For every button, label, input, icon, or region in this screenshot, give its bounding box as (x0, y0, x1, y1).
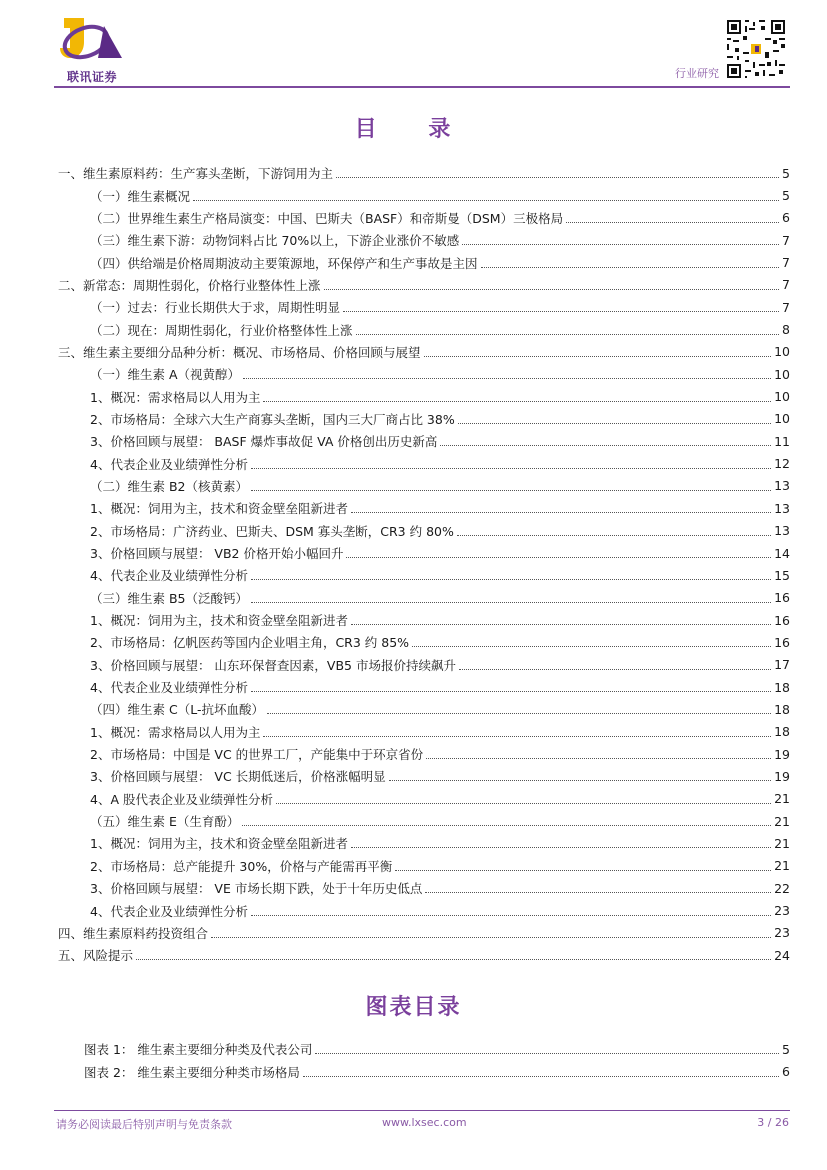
figure-entry-label: 图表 2： 维生素主要细分种类市场格局 (84, 1064, 300, 1080)
toc-entry-label: （一）维生素 A（视黄醇） (90, 367, 241, 383)
dot-leader (251, 601, 771, 603)
dot-leader (351, 623, 771, 625)
dot-leader (303, 1075, 779, 1077)
toc-entry[interactable] (58, 810, 790, 832)
toc-entry[interactable] (58, 385, 790, 407)
logo-text: 联讯证券 (66, 70, 117, 84)
toc-entry-label: （四）供给端是价格周期波动主要策源地，环保停产和生产事故是主因 (90, 255, 478, 271)
toc-entry-page: 13 (774, 500, 790, 516)
toc-entry-page: 23 (774, 925, 790, 941)
toc-entry[interactable] (58, 542, 790, 564)
toc-entry[interactable] (58, 944, 790, 966)
figure-entry-page: 6 (782, 1064, 790, 1080)
toc-entry[interactable] (58, 855, 790, 877)
toc-entry-label: 2、市场格局：中国是 VC 的世界工厂，产能集中于环京省份 (90, 747, 424, 763)
toc-entry-label: 1、概况：需求格局以人用为主 (90, 389, 261, 405)
toc-entry-page: 10 (774, 389, 790, 405)
toc-entry-label: 4、代表企业及业绩弹性分析 (90, 680, 248, 696)
dot-leader (136, 958, 771, 960)
toc-entry-label: 1、概况：需求格局以人用为主 (90, 724, 261, 740)
toc-entry[interactable] (58, 743, 790, 765)
dot-leader (351, 846, 771, 848)
toc-entry[interactable] (58, 341, 790, 363)
toc-entry-page: 16 (774, 612, 790, 628)
toc-entry-label: 2、市场格局：广济药业、巴斯夫、DSM 寡头垄断，CR3 约 80% (90, 523, 454, 539)
page-header (0, 0, 827, 92)
toc-entry-page: 15 (774, 567, 790, 583)
toc-entry-label: 3、价格回顾与展望： VB2 价格开始小幅回升 (90, 546, 344, 562)
toc-title: 目 录 (354, 117, 473, 142)
dot-leader (426, 757, 771, 759)
dot-leader (389, 779, 771, 781)
toc-entry-page: 21 (774, 858, 790, 874)
header-divider (54, 86, 790, 88)
toc-entry[interactable] (58, 654, 790, 676)
dot-leader (324, 288, 780, 290)
figure-index (84, 1038, 790, 1083)
toc-entry-page: 18 (774, 679, 790, 695)
toc-entry-page: 7 (782, 299, 790, 315)
figure-entry[interactable] (84, 1060, 790, 1082)
toc-entry-page: 17 (774, 657, 790, 673)
toc-entry-page: 13 (774, 523, 790, 539)
toc-entry[interactable] (58, 251, 790, 273)
toc-entry-page: 21 (774, 813, 790, 829)
toc-entry[interactable] (58, 564, 790, 586)
toc-entry[interactable] (58, 609, 790, 631)
toc-entry-page: 21 (774, 835, 790, 851)
dot-leader (351, 511, 771, 513)
company-logo (56, 12, 128, 82)
toc-entry-page: 8 (782, 322, 790, 338)
toc-entry-label: 2、市场格局：全球六大生产商寡头垄断，国内三大厂商占比 38% (90, 411, 455, 427)
toc-entry[interactable] (58, 765, 790, 787)
toc-entry-page: 21 (774, 791, 790, 807)
toc-entry-label: 2、市场格局：总产能提升 30%，价格与产能需再平衡 (90, 858, 393, 874)
toc-entry-label: （二）世界维生素生产格局演变：中国、巴斯夫（BASF）和帝斯曼（DSM）三极格局 (90, 210, 564, 226)
toc-entry-label: （三）维生素 B5（泛酸钙） (90, 590, 249, 606)
dot-leader (412, 645, 771, 647)
toc-entry-label: （三）维生素下游：动物饲料占比 70%以上，下游企业涨价不敏感 (90, 233, 460, 249)
toc-entry-page: 16 (774, 634, 790, 650)
toc-entry-label: 1、概况：饲用为主，技术和资金壁垒阻新进者 (90, 836, 348, 852)
toc-entry[interactable] (58, 452, 790, 474)
toc-entry[interactable] (58, 162, 790, 184)
toc-entry[interactable] (58, 475, 790, 497)
toc-entry-page: 6 (782, 210, 790, 226)
footer-page-number: 3 / 26 (757, 1116, 789, 1129)
footer-disclaimer-link[interactable]: 请务必阅读最后特别声明与免责条款 (56, 1118, 232, 1131)
toc-entry-page: 7 (782, 255, 790, 271)
dot-leader (336, 176, 779, 178)
toc-entry-page: 10 (774, 411, 790, 427)
toc-entry-label: （一）过去：行业长期供大于求，周期性明显 (90, 300, 341, 316)
dot-leader (251, 467, 771, 469)
toc-entry-label: 4、代表企业及业绩弹性分析 (90, 903, 248, 919)
dot-leader (193, 199, 779, 201)
toc-entry[interactable] (58, 408, 790, 430)
dot-leader (457, 534, 771, 536)
toc-entry[interactable] (58, 497, 790, 519)
toc-entry-label: （二）现在：周期性弱化，行业价格整体性上涨 (90, 322, 353, 338)
dot-leader (459, 668, 771, 670)
toc-entry[interactable] (58, 184, 790, 206)
toc-entry-label: （一）维生素概况 (90, 188, 191, 204)
dot-leader (343, 310, 779, 312)
dot-leader (566, 221, 779, 223)
toc-entry[interactable] (58, 520, 790, 542)
toc-entry-label: 4、代表企业及业绩弹性分析 (90, 456, 248, 472)
dot-leader (458, 422, 771, 424)
toc-entry-label: 4、A 股代表企业及业绩弹性分析 (90, 791, 273, 807)
toc-entry-page: 5 (782, 188, 790, 204)
toc-entry-label: 1、概况：饲用为主，技术和资金壁垒阻新进者 (90, 613, 348, 629)
dot-leader (481, 266, 780, 268)
figure-entry[interactable] (84, 1038, 790, 1060)
toc-entry[interactable] (58, 318, 790, 340)
figure-entry-label: 图表 1： 维生素主要细分种类及代表公司 (84, 1042, 313, 1058)
toc-entry-label: 3、价格回顾与展望： BASF 爆炸事故促 VA 价格创出历史新高 (90, 434, 438, 450)
toc-entry-label: （二）维生素 B2（核黄素） (90, 478, 249, 494)
toc-entry-page: 10 (774, 366, 790, 382)
toc-entry-page: 7 (782, 277, 790, 293)
toc-entry-label: 五、风险提示 (58, 948, 134, 964)
toc-entry[interactable] (58, 922, 790, 944)
toc-entry-label: （五）维生素 E（生育酚） (90, 814, 240, 830)
toc-entry[interactable] (58, 296, 790, 318)
toc-entry[interactable] (58, 676, 790, 698)
toc-entry-page: 18 (774, 701, 790, 717)
dot-leader (263, 400, 771, 402)
toc-entry-label: 3、价格回顾与展望： 山东环保督查因素，VB5 市场报价持续飙升 (90, 657, 456, 673)
toc-entry[interactable] (58, 899, 790, 921)
dot-leader (251, 914, 771, 916)
toc-entry[interactable] (58, 229, 790, 251)
footer-divider (54, 1110, 790, 1111)
report-category: 行业研究 (675, 67, 719, 80)
dot-leader (243, 377, 771, 379)
toc-entry-label: 1、概况：饲用为主，技术和资金壁垒阻新进者 (90, 501, 348, 517)
toc-entry-page: 5 (782, 165, 790, 181)
toc-entry-page: 7 (782, 232, 790, 248)
toc-entry-label: 三、维生素主要细分品种分析：概况、市场格局、价格回顾与展望 (58, 344, 421, 360)
toc-entry[interactable] (58, 363, 790, 385)
toc-entry-page: 13 (774, 478, 790, 494)
dot-leader (346, 556, 771, 558)
toc-entry-label: 四、维生素原料药投资组合 (58, 925, 209, 941)
toc-entry-page: 14 (774, 545, 790, 561)
toc-entry-page: 19 (774, 768, 790, 784)
toc-entry-page: 16 (774, 590, 790, 606)
dot-leader (263, 735, 771, 737)
dot-leader (251, 690, 771, 692)
toc-entry-label: 3、价格回顾与展望： VE 市场长期下跌，处于十年历史低点 (90, 881, 423, 897)
toc-entry-page: 18 (774, 724, 790, 740)
toc-entry-page: 23 (774, 903, 790, 919)
toc-entry-label: 3、价格回顾与展望： VC 长期低迷后，价格涨幅明显 (90, 769, 386, 785)
dot-leader (424, 355, 772, 357)
toc-entry[interactable] (58, 631, 790, 653)
toc-entry[interactable] (58, 274, 790, 296)
figure-index-title: 图表目录 (365, 995, 462, 1020)
toc-entry[interactable] (58, 832, 790, 854)
toc-entry-label: 2、市场格局：亿帆医药等国内企业唱主角，CR3 约 85% (90, 635, 410, 651)
qr-code-icon (725, 18, 787, 80)
dot-leader (251, 578, 771, 580)
dot-leader (356, 333, 780, 335)
toc-entry[interactable] (58, 587, 790, 609)
footer-website-link[interactable]: www.lxsec.com (382, 1116, 467, 1129)
dot-leader (395, 869, 771, 871)
dot-leader (276, 802, 771, 804)
toc-entry-label: （四）维生素 C（L-抗坏血酸） (90, 702, 264, 718)
dot-leader (462, 243, 779, 245)
toc-entry[interactable] (58, 430, 790, 452)
toc-entry-page: 22 (774, 880, 790, 896)
toc-entry[interactable] (58, 788, 790, 810)
toc-entry[interactable] (58, 207, 790, 229)
dot-leader (267, 712, 771, 714)
dot-leader (242, 824, 771, 826)
dot-leader (315, 1052, 779, 1054)
figure-entry-page: 5 (782, 1041, 790, 1057)
toc-entry-label: 二、新常态：周期性弱化，价格行业整体性上涨 (58, 277, 321, 293)
toc-entry[interactable] (58, 698, 790, 720)
toc-entry-page: 19 (774, 746, 790, 762)
toc-entry-page: 10 (774, 344, 790, 360)
toc-entry-label: 4、代表企业及业绩弹性分析 (90, 568, 248, 584)
dot-leader (425, 891, 771, 893)
toc-entry-page: 11 (774, 433, 790, 449)
dot-leader (440, 444, 771, 446)
dot-leader (211, 936, 771, 938)
toc-entry-label: 一、维生素原料药：生产寡头垄断，下游饲用为主 (58, 166, 334, 182)
toc-entry[interactable] (58, 721, 790, 743)
toc-entry[interactable] (58, 877, 790, 899)
toc-entry-page: 12 (774, 456, 790, 472)
toc-entry-page: 24 (774, 947, 790, 963)
dot-leader (251, 489, 771, 491)
table-of-contents (58, 162, 790, 966)
